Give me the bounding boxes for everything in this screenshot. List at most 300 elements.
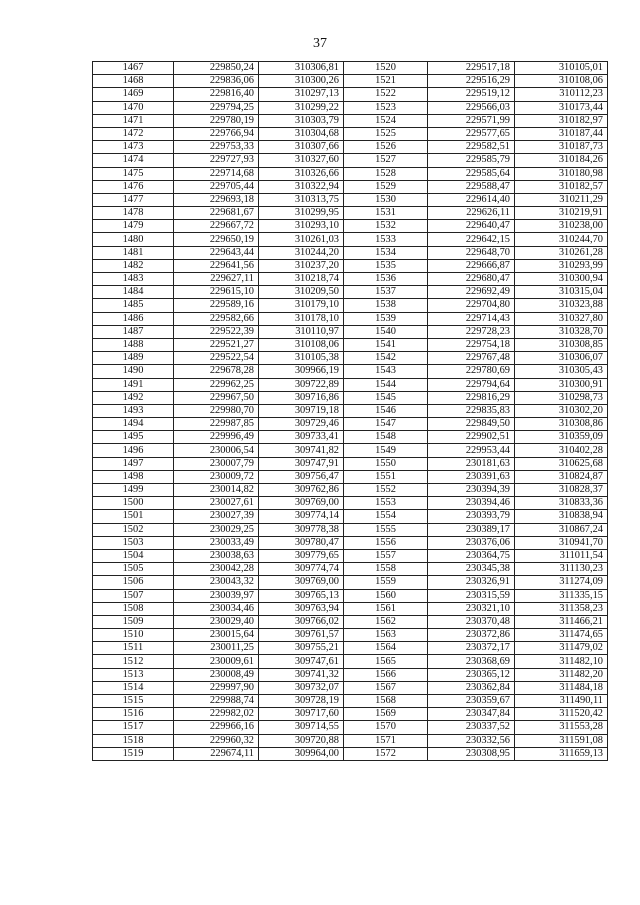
point-number-right: 1535: [344, 259, 428, 272]
point-number-right: 1524: [344, 114, 428, 127]
y-coordinate-right: 311474,65: [515, 629, 608, 642]
x-coordinate-right: 229626,11: [428, 207, 515, 220]
x-coordinate-left: 229627,11: [174, 273, 259, 286]
y-coordinate-left: 309741,82: [259, 444, 344, 457]
table-row: [93, 127, 608, 140]
y-coordinate-left: 309778,38: [259, 523, 344, 536]
x-coordinate-right: 229680,47: [428, 273, 515, 286]
x-coordinate-left: 230009,61: [174, 655, 259, 668]
table-row: [93, 484, 608, 497]
x-coordinate-right: 229849,50: [428, 418, 515, 431]
point-number-left: 1496: [93, 444, 174, 457]
x-coordinate-left: 229522,39: [174, 325, 259, 338]
y-coordinate-right: 310182,97: [515, 114, 608, 127]
x-coordinate-right: 229585,64: [428, 167, 515, 180]
y-coordinate-left: 310237,20: [259, 259, 344, 272]
point-number-right: 1520: [344, 62, 428, 75]
point-number-right: 1558: [344, 563, 428, 576]
y-coordinate-right: 311490,11: [515, 695, 608, 708]
point-number-right: 1531: [344, 207, 428, 220]
y-coordinate-left: 310322,94: [259, 180, 344, 193]
point-number-right: 1538: [344, 299, 428, 312]
x-coordinate-right: 230372,17: [428, 642, 515, 655]
point-number-left: 1519: [93, 747, 174, 760]
table-row: [93, 154, 608, 167]
x-coordinate-left: 230029,40: [174, 615, 259, 628]
y-coordinate-left: 309763,94: [259, 602, 344, 615]
x-coordinate-left: 230009,72: [174, 470, 259, 483]
point-number-left: 1478: [93, 207, 174, 220]
point-number-right: 1553: [344, 497, 428, 510]
x-coordinate-left: 229794,25: [174, 101, 259, 114]
x-coordinate-left: 230034,46: [174, 602, 259, 615]
x-coordinate-left: 229521,27: [174, 338, 259, 351]
table-row: [93, 721, 608, 734]
table-row: [93, 404, 608, 417]
point-number-left: 1492: [93, 391, 174, 404]
table-row: [93, 114, 608, 127]
point-number-left: 1477: [93, 193, 174, 206]
y-coordinate-left: 310110,97: [259, 325, 344, 338]
table-row: [93, 167, 608, 180]
point-number-right: 1568: [344, 695, 428, 708]
y-coordinate-right: 310308,85: [515, 338, 608, 351]
point-number-left: 1486: [93, 312, 174, 325]
point-number-right: 1523: [344, 101, 428, 114]
point-number-left: 1472: [93, 127, 174, 140]
y-coordinate-right: 311520,42: [515, 708, 608, 721]
point-number-right: 1555: [344, 523, 428, 536]
y-coordinate-left: 309766,02: [259, 615, 344, 628]
point-number-left: 1475: [93, 167, 174, 180]
point-number-right: 1525: [344, 127, 428, 140]
table-row: [93, 88, 608, 101]
point-number-left: 1487: [93, 325, 174, 338]
table-row: [93, 233, 608, 246]
table-row: [93, 418, 608, 431]
y-coordinate-right: 311274,09: [515, 576, 608, 589]
y-coordinate-left: 309747,61: [259, 655, 344, 668]
y-coordinate-left: 310299,95: [259, 207, 344, 220]
x-coordinate-right: 229794,64: [428, 378, 515, 391]
x-coordinate-right: 229666,87: [428, 259, 515, 272]
x-coordinate-right: 230364,75: [428, 549, 515, 562]
point-number-right: 1564: [344, 642, 428, 655]
point-number-left: 1468: [93, 75, 174, 88]
coordinates-table-body: [93, 62, 608, 761]
point-number-right: 1554: [344, 510, 428, 523]
point-number-left: 1482: [93, 259, 174, 272]
point-number-left: 1508: [93, 602, 174, 615]
point-number-right: 1528: [344, 167, 428, 180]
table-row: [93, 338, 608, 351]
y-coordinate-left: 309765,13: [259, 589, 344, 602]
x-coordinate-right: 230332,56: [428, 734, 515, 747]
y-coordinate-left: 310178,10: [259, 312, 344, 325]
x-coordinate-right: 230376,06: [428, 536, 515, 549]
x-coordinate-left: 229987,85: [174, 418, 259, 431]
table-row: [93, 655, 608, 668]
x-coordinate-right: 230315,59: [428, 589, 515, 602]
x-coordinate-right: 230394,46: [428, 497, 515, 510]
table-row: [93, 563, 608, 576]
table-row: [93, 668, 608, 681]
table-row: [93, 444, 608, 457]
point-number-left: 1474: [93, 154, 174, 167]
x-coordinate-left: 229693,18: [174, 193, 259, 206]
x-coordinate-left: 229674,11: [174, 747, 259, 760]
x-coordinate-right: 229692,49: [428, 286, 515, 299]
y-coordinate-left: 309756,47: [259, 470, 344, 483]
y-coordinate-right: 310833,36: [515, 497, 608, 510]
x-coordinate-left: 230043,32: [174, 576, 259, 589]
x-coordinate-right: 229517,18: [428, 62, 515, 75]
point-number-right: 1565: [344, 655, 428, 668]
x-coordinate-right: 230347,84: [428, 708, 515, 721]
y-coordinate-right: 310293,99: [515, 259, 608, 272]
y-coordinate-right: 310828,37: [515, 484, 608, 497]
y-coordinate-left: 310327,60: [259, 154, 344, 167]
point-number-right: 1529: [344, 180, 428, 193]
y-coordinate-left: 309714,55: [259, 721, 344, 734]
table-row: [93, 365, 608, 378]
table-row: [93, 523, 608, 536]
point-number-left: 1513: [93, 668, 174, 681]
y-coordinate-left: 309741,32: [259, 668, 344, 681]
y-coordinate-left: 310105,38: [259, 352, 344, 365]
y-coordinate-right: 310323,88: [515, 299, 608, 312]
x-coordinate-left: 229780,19: [174, 114, 259, 127]
point-number-right: 1546: [344, 404, 428, 417]
point-number-left: 1491: [93, 378, 174, 391]
y-coordinate-left: 310179,10: [259, 299, 344, 312]
table-row: [93, 602, 608, 615]
x-coordinate-right: 229614,40: [428, 193, 515, 206]
x-coordinate-left: 229967,50: [174, 391, 259, 404]
table-row: [93, 259, 608, 272]
y-coordinate-left: 310209,50: [259, 286, 344, 299]
point-number-right: 1566: [344, 668, 428, 681]
x-coordinate-left: 229615,10: [174, 286, 259, 299]
x-coordinate-right: 229577,65: [428, 127, 515, 140]
point-number-left: 1488: [93, 338, 174, 351]
y-coordinate-right: 310300,94: [515, 273, 608, 286]
x-coordinate-left: 230007,79: [174, 457, 259, 470]
y-coordinate-right: 310838,94: [515, 510, 608, 523]
point-number-left: 1517: [93, 721, 174, 734]
x-coordinate-left: 229996,49: [174, 431, 259, 444]
y-coordinate-left: 309964,00: [259, 747, 344, 760]
x-coordinate-right: 229780,69: [428, 365, 515, 378]
x-coordinate-right: 230181,63: [428, 457, 515, 470]
y-coordinate-left: 309733,41: [259, 431, 344, 444]
table-row: [93, 536, 608, 549]
point-number-right: 1521: [344, 75, 428, 88]
x-coordinate-right: 230372,86: [428, 629, 515, 642]
y-coordinate-right: 310327,80: [515, 312, 608, 325]
point-number-left: 1493: [93, 404, 174, 417]
y-coordinate-right: 310300,91: [515, 378, 608, 391]
point-number-right: 1532: [344, 220, 428, 233]
x-coordinate-left: 229705,44: [174, 180, 259, 193]
x-coordinate-right: 229728,23: [428, 325, 515, 338]
y-coordinate-right: 310184,26: [515, 154, 608, 167]
point-number-right: 1572: [344, 747, 428, 760]
point-number-left: 1467: [93, 62, 174, 75]
y-coordinate-left: 310297,13: [259, 88, 344, 101]
x-coordinate-left: 229650,19: [174, 233, 259, 246]
point-number-left: 1515: [93, 695, 174, 708]
table-row: [93, 549, 608, 562]
x-coordinate-left: 230006,54: [174, 444, 259, 457]
x-coordinate-right: 229516,29: [428, 75, 515, 88]
point-number-left: 1510: [93, 629, 174, 642]
y-coordinate-right: 311482,20: [515, 668, 608, 681]
x-coordinate-right: 230394,39: [428, 484, 515, 497]
y-coordinate-right: 310308,86: [515, 418, 608, 431]
x-coordinate-right: 229704,80: [428, 299, 515, 312]
point-number-left: 1507: [93, 589, 174, 602]
y-coordinate-left: 310300,26: [259, 75, 344, 88]
point-number-left: 1502: [93, 523, 174, 536]
x-coordinate-right: 229648,70: [428, 246, 515, 259]
y-coordinate-left: 309774,14: [259, 510, 344, 523]
point-number-right: 1534: [344, 246, 428, 259]
point-number-left: 1480: [93, 233, 174, 246]
y-coordinate-left: 309774,74: [259, 563, 344, 576]
x-coordinate-right: 230308,95: [428, 747, 515, 760]
y-coordinate-right: 310261,28: [515, 246, 608, 259]
x-coordinate-left: 229681,67: [174, 207, 259, 220]
point-number-right: 1537: [344, 286, 428, 299]
y-coordinate-left: 310326,66: [259, 167, 344, 180]
point-number-right: 1540: [344, 325, 428, 338]
x-coordinate-left: 229966,16: [174, 721, 259, 734]
table-row: [93, 75, 608, 88]
x-coordinate-left: 229997,90: [174, 681, 259, 694]
x-coordinate-right: 229835,83: [428, 404, 515, 417]
point-number-right: 1569: [344, 708, 428, 721]
y-coordinate-right: 310112,23: [515, 88, 608, 101]
point-number-right: 1571: [344, 734, 428, 747]
y-coordinate-left: 309728,19: [259, 695, 344, 708]
point-number-left: 1483: [93, 273, 174, 286]
y-coordinate-right: 310625,68: [515, 457, 608, 470]
y-coordinate-left: 310108,06: [259, 338, 344, 351]
x-coordinate-right: 229902,51: [428, 431, 515, 444]
x-coordinate-right: 230362,84: [428, 681, 515, 694]
y-coordinate-right: 311479,02: [515, 642, 608, 655]
x-coordinate-right: 230321,10: [428, 602, 515, 615]
x-coordinate-right: 230368,69: [428, 655, 515, 668]
x-coordinate-left: 230008,49: [174, 668, 259, 681]
x-coordinate-left: 230038,63: [174, 549, 259, 562]
y-coordinate-left: 309720,88: [259, 734, 344, 747]
point-number-left: 1503: [93, 536, 174, 549]
y-coordinate-right: 311011,54: [515, 549, 608, 562]
table-row: [93, 391, 608, 404]
x-coordinate-right: 230370,48: [428, 615, 515, 628]
y-coordinate-left: 310306,81: [259, 62, 344, 75]
x-coordinate-left: 230027,61: [174, 497, 259, 510]
x-coordinate-right: 230337,52: [428, 721, 515, 734]
point-number-right: 1522: [344, 88, 428, 101]
point-number-right: 1560: [344, 589, 428, 602]
point-number-left: 1490: [93, 365, 174, 378]
x-coordinate-left: 229980,70: [174, 404, 259, 417]
table-row: [93, 273, 608, 286]
point-number-right: 1533: [344, 233, 428, 246]
x-coordinate-left: 230011,25: [174, 642, 259, 655]
x-coordinate-left: 229960,32: [174, 734, 259, 747]
point-number-right: 1530: [344, 193, 428, 206]
table-row: [93, 747, 608, 760]
y-coordinate-right: 310298,73: [515, 391, 608, 404]
point-number-right: 1547: [344, 418, 428, 431]
table-row: [93, 325, 608, 338]
table-row: [93, 576, 608, 589]
point-number-left: 1498: [93, 470, 174, 483]
point-number-left: 1505: [93, 563, 174, 576]
y-coordinate-left: 309719,18: [259, 404, 344, 417]
point-number-left: 1511: [93, 642, 174, 655]
y-coordinate-left: 310261,03: [259, 233, 344, 246]
x-coordinate-left: 230029,25: [174, 523, 259, 536]
y-coordinate-right: 310867,24: [515, 523, 608, 536]
x-coordinate-left: 229522,54: [174, 352, 259, 365]
table-row: [93, 681, 608, 694]
point-number-left: 1471: [93, 114, 174, 127]
table-row: [93, 457, 608, 470]
point-number-right: 1543: [344, 365, 428, 378]
x-coordinate-right: 229714,43: [428, 312, 515, 325]
x-coordinate-left: 229643,44: [174, 246, 259, 259]
point-number-left: 1499: [93, 484, 174, 497]
x-coordinate-left: 229982,02: [174, 708, 259, 721]
y-coordinate-right: 310108,06: [515, 75, 608, 88]
x-coordinate-right: 229588,47: [428, 180, 515, 193]
point-number-right: 1550: [344, 457, 428, 470]
table-row: [93, 299, 608, 312]
y-coordinate-right: 311466,21: [515, 615, 608, 628]
y-coordinate-left: 309717,60: [259, 708, 344, 721]
x-coordinate-right: 230389,17: [428, 523, 515, 536]
y-coordinate-right: 310244,70: [515, 233, 608, 246]
point-number-left: 1476: [93, 180, 174, 193]
y-coordinate-right: 310211,29: [515, 193, 608, 206]
point-number-right: 1549: [344, 444, 428, 457]
x-coordinate-right: 229953,44: [428, 444, 515, 457]
y-coordinate-right: 310173,44: [515, 101, 608, 114]
table-row: [93, 62, 608, 75]
y-coordinate-left: 309747,91: [259, 457, 344, 470]
x-coordinate-left: 229641,56: [174, 259, 259, 272]
y-coordinate-right: 310306,07: [515, 352, 608, 365]
y-coordinate-left: 310304,68: [259, 127, 344, 140]
table-row: [93, 695, 608, 708]
y-coordinate-left: 309716,86: [259, 391, 344, 404]
x-coordinate-right: 229754,18: [428, 338, 515, 351]
y-coordinate-left: 310307,66: [259, 141, 344, 154]
point-number-right: 1541: [344, 338, 428, 351]
x-coordinate-right: 229571,99: [428, 114, 515, 127]
x-coordinate-left: 229766,94: [174, 127, 259, 140]
y-coordinate-left: 309780,47: [259, 536, 344, 549]
table-row: [93, 510, 608, 523]
table-row: [93, 286, 608, 299]
x-coordinate-right: 229767,48: [428, 352, 515, 365]
y-coordinate-left: 310244,20: [259, 246, 344, 259]
x-coordinate-right: 229585,79: [428, 154, 515, 167]
x-coordinate-right: 229566,03: [428, 101, 515, 114]
point-number-left: 1484: [93, 286, 174, 299]
point-number-left: 1479: [93, 220, 174, 233]
y-coordinate-right: 311358,23: [515, 602, 608, 615]
x-coordinate-right: 230393,79: [428, 510, 515, 523]
y-coordinate-right: 310941,70: [515, 536, 608, 549]
point-number-left: 1473: [93, 141, 174, 154]
x-coordinate-right: 229642,15: [428, 233, 515, 246]
y-coordinate-right: 311659,13: [515, 747, 608, 760]
y-coordinate-right: 310402,28: [515, 444, 608, 457]
y-coordinate-right: 311335,15: [515, 589, 608, 602]
point-number-right: 1561: [344, 602, 428, 615]
point-number-right: 1559: [344, 576, 428, 589]
point-number-left: 1509: [93, 615, 174, 628]
x-coordinate-right: 229816,29: [428, 391, 515, 404]
point-number-left: 1481: [93, 246, 174, 259]
point-number-right: 1526: [344, 141, 428, 154]
y-coordinate-left: 310313,75: [259, 193, 344, 206]
point-number-left: 1501: [93, 510, 174, 523]
table-row: [93, 141, 608, 154]
x-coordinate-right: 229519,12: [428, 88, 515, 101]
x-coordinate-right: 230359,67: [428, 695, 515, 708]
x-coordinate-left: 230027,39: [174, 510, 259, 523]
y-coordinate-right: 310105,01: [515, 62, 608, 75]
table-row: [93, 246, 608, 259]
x-coordinate-left: 229850,24: [174, 62, 259, 75]
y-coordinate-right: 310305,43: [515, 365, 608, 378]
y-coordinate-right: 310315,04: [515, 286, 608, 299]
y-coordinate-left: 309966,19: [259, 365, 344, 378]
y-coordinate-right: 310187,44: [515, 127, 608, 140]
x-coordinate-right: 230345,38: [428, 563, 515, 576]
point-number-right: 1556: [344, 536, 428, 549]
y-coordinate-left: 309761,57: [259, 629, 344, 642]
point-number-left: 1504: [93, 549, 174, 562]
y-coordinate-right: 310238,00: [515, 220, 608, 233]
x-coordinate-right: 230326,91: [428, 576, 515, 589]
y-coordinate-left: 309729,46: [259, 418, 344, 431]
x-coordinate-left: 229678,28: [174, 365, 259, 378]
y-coordinate-left: 309769,00: [259, 576, 344, 589]
point-number-left: 1512: [93, 655, 174, 668]
table-row: [93, 642, 608, 655]
point-number-right: 1570: [344, 721, 428, 734]
y-coordinate-right: 311553,28: [515, 721, 608, 734]
point-number-left: 1489: [93, 352, 174, 365]
y-coordinate-left: 309755,21: [259, 642, 344, 655]
table-row: [93, 378, 608, 391]
point-number-left: 1495: [93, 431, 174, 444]
point-number-right: 1539: [344, 312, 428, 325]
y-coordinate-right: 310219,91: [515, 207, 608, 220]
table-row: [93, 708, 608, 721]
point-number-right: 1562: [344, 615, 428, 628]
x-coordinate-left: 229589,16: [174, 299, 259, 312]
table-row: [93, 207, 608, 220]
